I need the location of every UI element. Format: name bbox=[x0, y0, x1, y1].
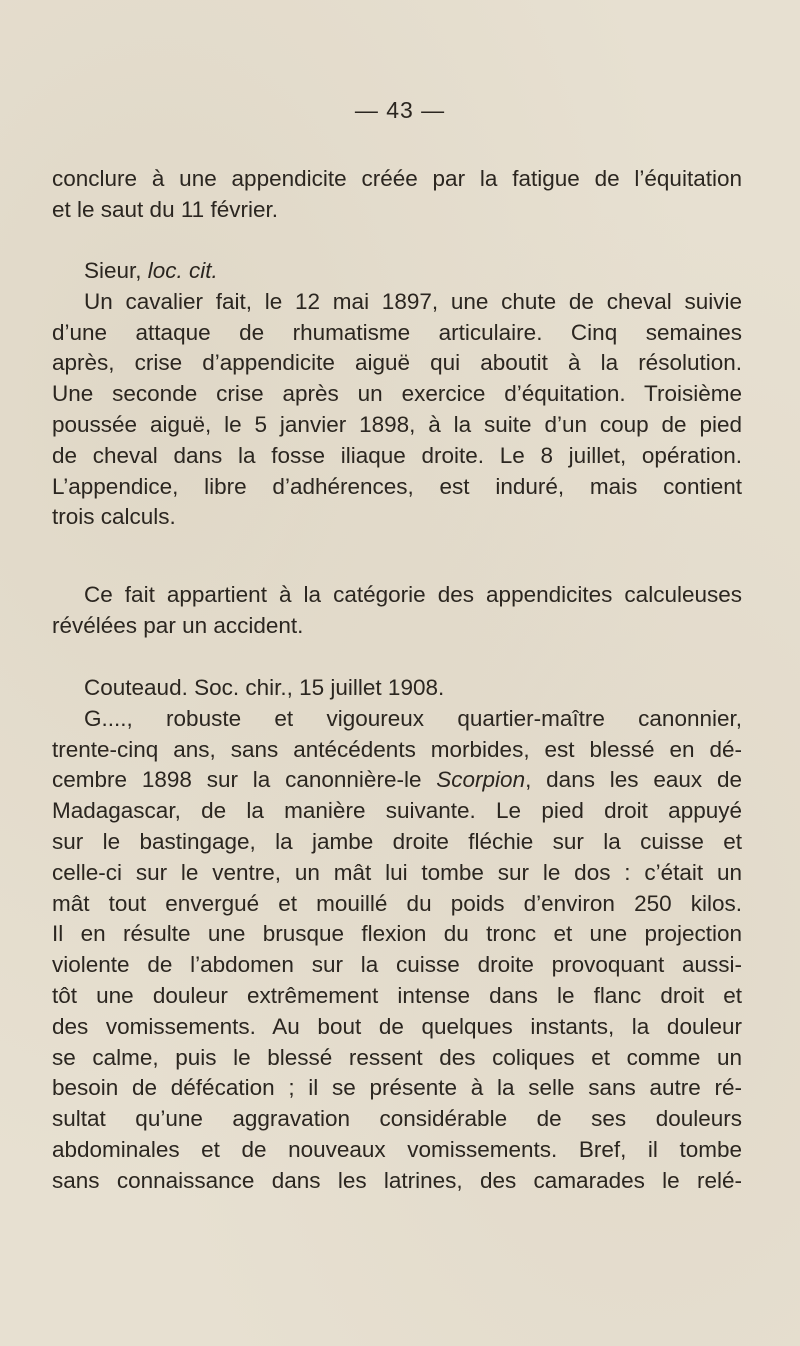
text-line: se calme, puis le blessé ressent des coliques et comme un bbox=[52, 1044, 742, 1070]
text-line: Un cavalier fait, le 12 mai 1897, une chute de cheval suivie bbox=[84, 288, 742, 314]
reference-citation: loc. cit. bbox=[147, 258, 218, 283]
case-reference: Couteaud. Soc. chir., 15 juillet 1908. bbox=[84, 675, 445, 700]
text-line: révélées par un accident. bbox=[52, 612, 304, 638]
text-line: d’une attaque de rhumatisme articulaire. Cinq semaines bbox=[52, 319, 742, 345]
text-line bbox=[52, 765, 742, 796]
text-line: abdominales et de nouveaux vomissements. Bref, il tombe bbox=[52, 1136, 742, 1162]
case-sieur bbox=[52, 256, 742, 533]
text-line: L’appendice, libre d’adhérences, est induré, mais contient bbox=[52, 473, 742, 499]
text-line: trois calculs. bbox=[52, 504, 176, 530]
reference-author: Sieur, bbox=[84, 258, 148, 283]
text-fragment: cembre 1898 sur la canonnière-le bbox=[52, 767, 437, 793]
text-line: celle-ci sur le ventre, un mât lui tombe sur le dos : c’était un bbox=[52, 859, 742, 885]
text-line: trente-cinq ans, sans antécédents morbides, est blessé en dé- bbox=[52, 736, 742, 762]
case-reference bbox=[52, 256, 742, 287]
text-line: Il en résulte une brusque flexion du tronc et une projection bbox=[52, 921, 742, 947]
text-line: de cheval dans la fosse iliaque droite. Le 8 juillet, opération. bbox=[52, 442, 742, 468]
case-couteaud bbox=[52, 673, 742, 1197]
ship-name: Scorpion bbox=[436, 767, 526, 793]
text-line: violente de l’abdomen sur la cuisse droite provoquant aussi- bbox=[52, 952, 742, 978]
text-line: des vomissements. Au bout de quelques instants, la douleur bbox=[52, 1013, 742, 1039]
text-line: conclure à une appendicite créée par la fatigue de l’équitation bbox=[52, 166, 742, 191]
conclusion-paragraph bbox=[52, 580, 742, 642]
text-line: sans connaissance dans les latrines, des camarades le relé- bbox=[52, 1167, 742, 1193]
intro-paragraph bbox=[52, 164, 742, 226]
text-line: tôt une douleur extrêmement intense dans le flanc droit et bbox=[52, 982, 742, 1008]
text-line: Ce fait appartient à la catégorie des appendicites calculeuses bbox=[84, 582, 742, 607]
page-number: — 43 — bbox=[354, 97, 446, 123]
text-line: Une seconde crise après un exercice d’équitation. Troisième bbox=[52, 381, 742, 407]
text-fragment: , dans les eaux de bbox=[525, 767, 742, 793]
text-line: Madagascar, de la manière suivante. Le pied droit appuyé bbox=[52, 798, 742, 824]
text-line: et le saut du 11 février. bbox=[52, 196, 278, 222]
text-line: mât tout envergué et mouillé du poids d’environ 250 kilos. bbox=[52, 890, 742, 916]
text-line: après, crise d’appendicite aiguë qui aboutit à la résolution. bbox=[52, 350, 742, 376]
text-line: sur le bastingage, la jambe droite fléchie sur la cuisse et bbox=[52, 828, 742, 854]
text-line: besoin de défécation ; il se présente à la selle sans autre ré- bbox=[52, 1075, 742, 1101]
text-line: sultat qu’une aggravation considérable de ses douleurs bbox=[52, 1106, 742, 1132]
text-line: poussée aiguë, le 5 janvier 1898, à la suite d’un coup de pied bbox=[52, 411, 742, 437]
text-line: G...., robuste et vigoureux quartier-maître canonnier, bbox=[84, 705, 742, 731]
